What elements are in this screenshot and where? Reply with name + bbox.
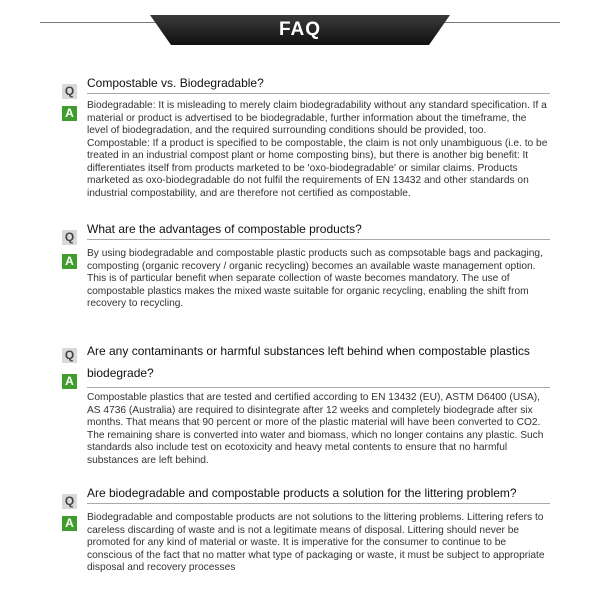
faq-answer bbox=[87, 248, 550, 311]
faq-question: Are any contaminants or harmful substances left behind when compostable plastics biodegrade? bbox=[87, 340, 550, 388]
page-title: FAQ bbox=[278, 19, 322, 40]
question-badge: Q bbox=[62, 230, 77, 245]
faq-answer bbox=[87, 392, 550, 467]
answer-badge: A bbox=[62, 374, 77, 389]
answer-badge: A bbox=[62, 516, 77, 531]
faq-answer bbox=[87, 100, 550, 200]
answer-badge: A bbox=[62, 254, 77, 269]
answer-paragraph: By using biodegradable and compostable plastic products such as compsotable bags and packaging, composting (organic recovery / organic recycling) becomes an available waste management option. bbox=[87, 248, 543, 272]
faq-question: Compostable vs. Biodegradable? bbox=[87, 76, 550, 94]
faq-answer bbox=[87, 512, 550, 575]
question-badge: Q bbox=[62, 494, 77, 509]
question-badge: Q bbox=[62, 348, 77, 363]
answer-badge: A bbox=[62, 106, 77, 121]
answer-paragraph: Biodegradable and compostable products are not solutions to the littering problems. Littering refers to careless discarding of waste and is not a legitimate means of disposal. Littering should never be promoted for any kind of material or waste. It is imperative for the consumer to continue to be conscious of the fact that no matter what type of packaging or waste, it must be subject to appropriate disposal and recovery processes bbox=[87, 512, 545, 573]
answer-paragraph: Compostable plastics that are tested and certified according to EN 13432 (EU), ASTM D6400 (USA), AS 4736 (Australia) are required to disintegrate after 12 weeks and completely biodegrade after six months. That means that 90 percent or more of the plastic material will have been converted to CO2. The remaining share is converted into water and biomass, which no longer contains any plastic. Such standards also include test on ecotoxicity and heavy metal contents to ensure that no harmful substances are left behind. bbox=[87, 392, 544, 466]
answer-paragraph: Biodegradable: It is misleading to merely claim biodegradability without any standard specification. If a material or product is advertised to be biodegradable, further information about the timeframe, the level of biodegradation, and the required surrounding conditions should be provided, too. bbox=[87, 100, 547, 136]
answer-paragraph: This is of particular benefit when separate collection of waste becomes mandatory. The use of compostable plastics makes the mixed waste suitable for organic recycling, enabling the shift from recovery to recycling. bbox=[87, 273, 529, 309]
answer-paragraph: Compostable: If a product is specified to be compostable, the claim is not only unambiguous (i.e. to be treated in an industrial compost plant or home composting bins), but there is another big benefit: It differentiates itself from products marketed to be 'oxo-biodegradable' or similar claims. Products marketed as oxo-biodegradable do not fulfil the requirements of EN 13432 and other standards on industrial compostability, and are therefore not certified as compostable. bbox=[87, 137, 548, 199]
faq-question: Are biodegradable and compostable products a solution for the littering problem? bbox=[87, 486, 550, 504]
question-badge: Q bbox=[62, 84, 77, 99]
faq-question: What are the advantages of compostable products? bbox=[87, 222, 550, 240]
